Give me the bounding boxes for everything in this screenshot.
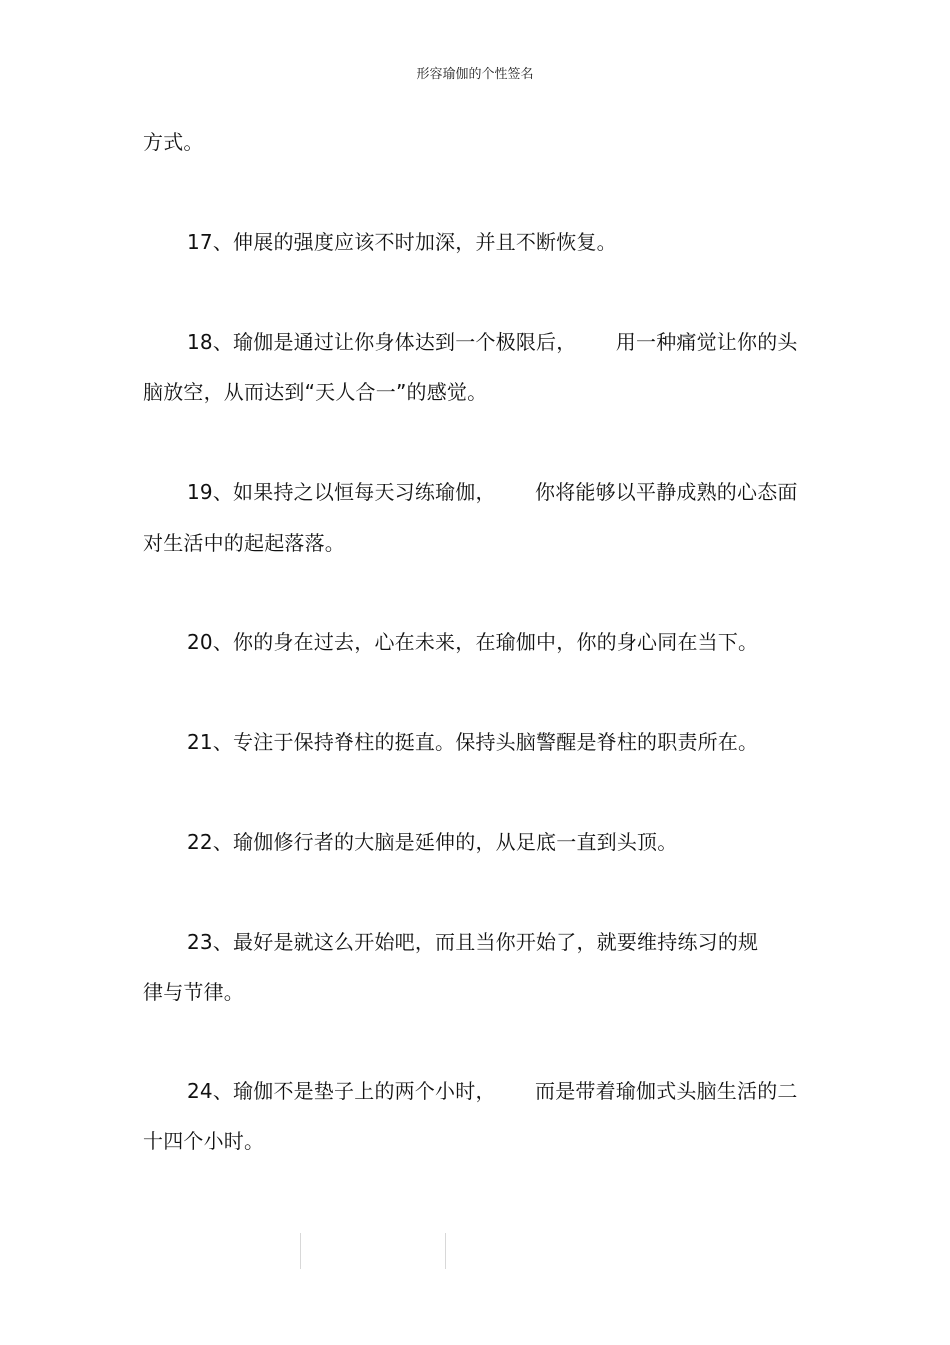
text-line-item-19: 19、如果持之以恒每天习练瑜伽， 你将能够以平静成熟的心态面: [187, 480, 798, 504]
text-line-item-23-cont: 律与节律。: [143, 980, 244, 1004]
footer-divider-left: [300, 1233, 301, 1269]
text-line-item-19-cont: 对生活中的起起落落。: [143, 531, 345, 555]
page-header: 形容瑜伽的个性签名: [416, 67, 534, 82]
text-line-item-22: 22、瑜伽修行者的大脑是延伸的，从足底一直到头顶。: [187, 830, 678, 854]
text-line-item-24: 24、瑜伽不是垫子上的两个小时， 而是带着瑜伽式头脑生活的二: [187, 1079, 798, 1103]
text-line-item-23: 23、最好是就这么开始吧，而且当你开始了，就要维持练习的规: [187, 930, 759, 954]
text-line-item-24-cont: 十四个小时。: [143, 1129, 265, 1153]
text-line-item-21: 21、专注于保持脊柱的挺直。保持头脑警醒是脊柱的职责所在。: [187, 730, 759, 754]
footer-divider-right: [445, 1233, 446, 1269]
text-line-item-17: 17、伸展的强度应该不时加深，并且不断恢复。: [187, 230, 617, 254]
text-line-item-18-cont: 脑放空，从而达到“天人合一”的感觉。: [143, 380, 488, 404]
text-line-continuation: 方式。: [143, 130, 204, 154]
text-line-item-18: 18、瑜伽是通过让你身体达到一个极限后， 用一种痛觉让你的头: [187, 330, 798, 354]
text-line-item-20: 20、你的身在过去，心在未来，在瑜伽中，你的身心同在当下。: [187, 630, 759, 654]
